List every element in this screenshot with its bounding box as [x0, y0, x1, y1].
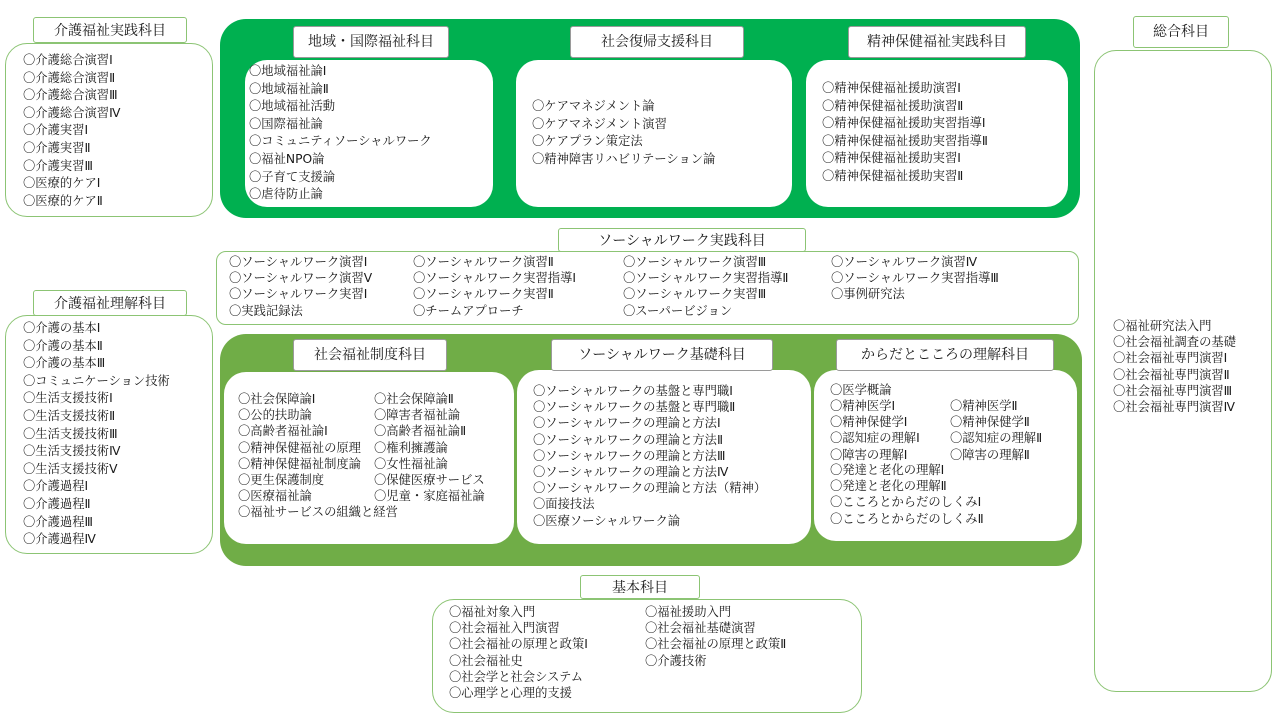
list-item: 〇介護過程Ⅳ	[23, 532, 96, 547]
list-item: 〇女性福祉論	[374, 456, 448, 471]
chiiki-box	[245, 60, 493, 207]
list-item: 〇ソーシャルワークの理論と方法Ⅰ	[533, 416, 721, 431]
list-item: 〇介護総合演習Ⅰ	[23, 53, 113, 67]
sogo-title: 総合科目	[1133, 16, 1229, 48]
sw-jissen-col2	[413, 254, 576, 319]
sw-jissen-col3	[623, 254, 788, 319]
seishin-title: 精神保健福祉実践科目	[848, 26, 1026, 58]
list-item: 〇社会福祉史	[449, 653, 523, 668]
list-item: 〇医療ソーシャルワーク論	[533, 513, 681, 528]
list-item: 〇事例研究法	[831, 287, 905, 302]
list-item: 〇社会福祉調査の基礎	[1113, 335, 1236, 350]
list-item: 〇社会保障論Ⅱ	[374, 392, 454, 406]
list-item: 〇福祉サービスの組織と経営	[238, 505, 398, 520]
karada-col1	[830, 398, 920, 463]
list-item: 〇介護過程Ⅰ	[23, 479, 89, 494]
kaigo-jissen-title: 介護福祉実践科目	[33, 17, 187, 43]
list-item: 〇介護の基本Ⅲ	[23, 356, 106, 371]
list-item: 〇社会福祉専門演習Ⅳ	[1113, 400, 1236, 415]
list-item: 〇精神保健福祉援助実習指導Ⅱ	[822, 133, 988, 148]
list-item: 〇精神医学Ⅱ	[950, 399, 1018, 413]
sogo-list	[1113, 318, 1236, 415]
list-item: 〇社会福祉専門演習Ⅲ	[1113, 383, 1233, 398]
seido-box	[224, 372, 514, 544]
list-item: 〇高齢者福祉論Ⅱ	[374, 424, 467, 439]
kaigo-rikai-list	[23, 320, 170, 549]
list-item: 〇医療的ケアⅠ	[23, 176, 101, 191]
seishin-list	[822, 80, 988, 186]
list-item: 〇生活支援技術Ⅲ	[23, 426, 118, 441]
list-item: 〇介護実習Ⅲ	[23, 158, 93, 173]
chiiki-list	[249, 63, 432, 204]
list-item: 〇保健医療サービス	[374, 473, 485, 488]
list-item: 〇更生保護制度	[238, 473, 325, 488]
seido-title: 社会福祉制度科目	[293, 339, 447, 371]
list-item: 〇社会福祉専門演習Ⅱ	[1113, 367, 1230, 382]
list-item: 〇ケアマネジメント論	[532, 99, 655, 113]
list-item: 〇ソーシャルワークの理論と方法Ⅱ	[533, 432, 724, 447]
sw-jissen-box	[216, 251, 1079, 325]
list-item: 〇精神保健福祉援助実習指導Ⅰ	[822, 116, 986, 131]
list-item: 〇ソーシャルワーク演習Ⅲ	[623, 255, 767, 269]
list-item: 〇ソーシャルワーク実習Ⅲ	[623, 287, 767, 302]
list-item: 〇精神保健福祉援助演習Ⅰ	[822, 81, 961, 95]
list-item: 〇介護総合演習Ⅱ	[23, 70, 116, 85]
list-item: 〇介護実習Ⅱ	[23, 140, 91, 155]
list-item: 〇チームアプローチ	[413, 303, 524, 318]
shakai-fukki-title: 社会復帰支援科目	[570, 26, 744, 58]
list-item: 〇発達と老化の理解Ⅱ	[830, 479, 947, 494]
kaigo-jissen-list	[23, 52, 120, 210]
kihon-box	[432, 599, 862, 713]
list-item: 〇精神医学Ⅰ	[830, 399, 896, 413]
list-item: 〇ソーシャルワークの理論と方法Ⅲ	[533, 448, 726, 463]
list-item: 〇地域福祉論Ⅱ	[249, 81, 329, 96]
list-item: 〇権利擁護論	[374, 440, 448, 455]
karada-title: からだとこころの理解科目	[836, 339, 1054, 371]
chiiki-title: 地域・国際福祉科目	[293, 26, 449, 58]
sogo-box	[1094, 50, 1272, 692]
list-item: 〇ソーシャルワーク演習Ⅴ	[229, 271, 373, 286]
list-item: 〇精神保健福祉援助演習Ⅱ	[822, 98, 964, 113]
list-item: 〇ソーシャルワーク実習Ⅱ	[413, 287, 554, 302]
list-item: 〇障害の理解Ⅱ	[950, 447, 1030, 462]
sw-jissen-col1	[229, 254, 372, 319]
list-item: 〇社会保障論Ⅰ	[238, 392, 316, 406]
list-item: 〇実践記録法	[229, 303, 303, 318]
list-item: 〇地域福祉論Ⅰ	[249, 64, 327, 78]
list-item: 〇高齢者福祉論Ⅰ	[238, 424, 328, 439]
list-item: 〇こころとからだのしくみⅡ	[830, 511, 984, 526]
kihon-col2	[645, 604, 786, 669]
list-item: 〇精神保健福祉の原理	[238, 440, 361, 455]
seido-col2	[374, 391, 485, 504]
list-item: 〇ソーシャルワークの基盤と専門職Ⅰ	[533, 384, 733, 398]
list-item: 〇介護の基本Ⅰ	[23, 321, 101, 335]
list-item: 〇ソーシャルワークの理論と方法Ⅳ	[533, 465, 729, 480]
sw-jissen-col4	[831, 254, 999, 303]
sw-kiso-list	[533, 383, 766, 529]
list-item: 〇社会学と社会システム	[449, 669, 584, 684]
list-item: 〇医療福祉論	[238, 489, 312, 504]
list-item: 〇精神保健福祉援助実習Ⅱ	[822, 168, 964, 183]
list-item: 〇社会福祉の原理と政策Ⅰ	[449, 637, 588, 652]
list-item: 〇スーパービジョン	[623, 303, 733, 318]
list-item: 〇虐待防止論	[249, 187, 323, 202]
list-item: 〇ソーシャルワーク実習指導Ⅰ	[413, 271, 576, 286]
list-item: 〇社会福祉専門演習Ⅰ	[1113, 351, 1228, 366]
list-item: 〇コミュニケーション技術	[23, 373, 170, 388]
list-item: 〇介護技術	[645, 653, 707, 668]
list-item: 〇ソーシャルワーク演習Ⅱ	[413, 255, 554, 269]
shakai-fukki-box	[516, 60, 792, 207]
list-item: 〇ケアマネジメント演習	[532, 116, 667, 131]
list-item: 〇地域福祉活動	[249, 99, 336, 114]
list-item: 〇介護の基本Ⅱ	[23, 338, 103, 353]
list-item: 〇コミュニティソーシャルワーク	[249, 134, 432, 149]
kihon-col1	[449, 604, 588, 701]
list-item: 〇介護総合演習Ⅲ	[23, 88, 118, 103]
karada-bottom	[830, 462, 984, 527]
list-item: 〇生活支援技術Ⅳ	[23, 444, 121, 459]
kaigo-rikai-title: 介護福祉理解科目	[33, 290, 187, 316]
list-item: 〇ソーシャルワーク実習Ⅰ	[229, 287, 368, 302]
list-item: 〇公的扶助論	[238, 408, 312, 423]
list-item: 〇社会福祉の原理と政策Ⅱ	[645, 637, 787, 652]
list-item: 〇子育て支援論	[249, 169, 336, 184]
list-item: 〇医療的ケアⅡ	[23, 193, 103, 208]
list-item: 〇介護実習Ⅰ	[23, 123, 89, 138]
karada-box	[814, 370, 1077, 541]
sw-jissen-title: ソーシャルワーク実践科目	[558, 228, 806, 252]
list-item: 〇福祉援助入門	[645, 605, 732, 619]
list-item: 〇精神保健福祉援助実習Ⅰ	[822, 151, 961, 166]
list-item: 〇社会福祉基礎演習	[645, 621, 756, 636]
seishin-box	[806, 60, 1068, 207]
list-item: 〇福祉研究法入門	[1113, 319, 1212, 333]
list-item: 〇福祉対象入門	[449, 605, 536, 619]
list-item: 〇介護総合演習Ⅳ	[23, 105, 121, 120]
list-item: 〇面接技法	[533, 497, 595, 512]
list-item: 〇社会福祉入門演習	[449, 621, 560, 636]
sw-kiso-title: ソーシャルワーク基礎科目	[551, 339, 773, 371]
kaigo-jissen-box	[5, 43, 213, 217]
list-item: 〇精神保健学Ⅰ	[830, 415, 908, 430]
list-item: 〇ソーシャルワーク実習指導Ⅱ	[623, 271, 789, 286]
list-item: 〇生活支援技術Ⅴ	[23, 461, 118, 476]
list-item: 〇ソーシャルワーク演習Ⅳ	[831, 255, 978, 269]
list-item: 〇国際福祉論	[249, 116, 323, 131]
list-item: 〇ソーシャルワーク実習指導Ⅲ	[831, 271, 999, 286]
list-item: 〇児童・家庭福祉論	[374, 489, 485, 504]
list-item: 〇ソーシャルワーク演習Ⅰ	[229, 255, 368, 269]
list-item: 〇精神障害リハビリテーション論	[532, 151, 716, 166]
list-item: 〇こころとからだのしくみⅠ	[830, 495, 982, 510]
list-item: 〇福祉NPO論	[249, 151, 325, 166]
list-item: 〇ソーシャルワークの理論と方法（精神）	[533, 481, 767, 496]
list-item: 〇認知症の理解Ⅱ	[950, 431, 1043, 446]
sw-kiso-box	[517, 370, 811, 544]
list-item: 〇生活支援技術Ⅰ	[23, 391, 113, 406]
list-item: 〇障害の理解Ⅰ	[830, 447, 908, 462]
list-item: 〇介護過程Ⅲ	[23, 514, 93, 529]
list-item: 〇心理学と心理的支援	[449, 686, 572, 701]
list-item: 〇介護過程Ⅱ	[23, 496, 91, 511]
kaigo-rikai-box	[5, 315, 213, 554]
list-item: 〇認知症の理解Ⅰ	[830, 431, 920, 446]
list-item: 〇障害者福祉論	[374, 408, 461, 423]
shakai-fukki-list	[532, 98, 715, 168]
list-item: 〇精神保健福祉制度論	[238, 456, 361, 471]
karada-top: 〇医学概論	[830, 383, 892, 397]
list-item: 〇ソーシャルワークの基盤と専門職Ⅱ	[533, 400, 736, 415]
kihon-title: 基本科目	[580, 575, 700, 599]
list-item: 〇精神保健学Ⅱ	[950, 415, 1030, 430]
list-item: 〇生活支援技術Ⅱ	[23, 408, 116, 423]
karada-col2	[950, 398, 1042, 463]
list-item: 〇ケアプラン策定法	[532, 134, 643, 149]
list-item: 〇発達と老化の理解Ⅰ	[830, 463, 945, 477]
